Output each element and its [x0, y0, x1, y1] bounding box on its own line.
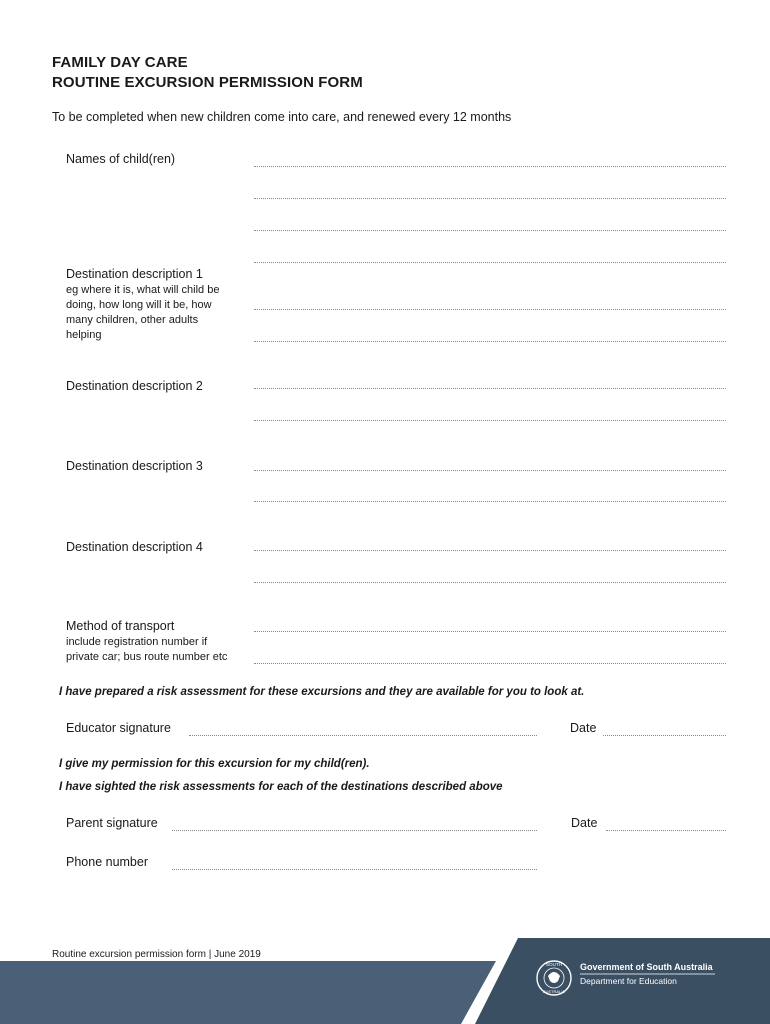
dest1-hint-line: eg where it is, what will child be: [66, 284, 220, 296]
dest2-line[interactable]: [254, 388, 726, 389]
risk-assessment-statement: I have prepared a risk assessment for these excursions and they are available for you to look at.: [59, 686, 585, 698]
permission-statement: I give my permission for this excursion for my child(ren).: [59, 758, 370, 770]
dest1-line[interactable]: [254, 309, 726, 310]
educator-signature-field[interactable]: [189, 735, 537, 736]
dest4-line[interactable]: [254, 550, 726, 551]
dest4-line[interactable]: [254, 582, 726, 583]
dest2-line[interactable]: [254, 420, 726, 421]
transport-label: Method of transport: [66, 619, 175, 633]
names-line[interactable]: [254, 262, 726, 263]
educator-date-label: Date: [570, 721, 597, 735]
sighted-statement: I have sighted the risk assessments for each of the destinations described above: [59, 781, 503, 793]
crest-text-bottom: AUSTRALIA: [542, 989, 566, 994]
parent-date-field[interactable]: [606, 830, 726, 831]
names-line[interactable]: [254, 166, 726, 167]
dest2-label: Destination description 2: [66, 379, 203, 393]
footer-band-left: [0, 961, 496, 1024]
transport-hint-line: private car; bus route number etc: [66, 651, 228, 663]
footer-text: Routine excursion permission form | June 2019: [52, 949, 261, 960]
transport-hint-line: include registration number if: [66, 636, 208, 648]
dest4-label: Destination description 4: [66, 540, 203, 554]
names-label: Names of child(ren): [66, 152, 176, 166]
phone-number-label: Phone number: [66, 855, 149, 869]
form-title-line2: ROUTINE EXCURSION PERMISSION FORM: [52, 74, 363, 91]
educator-signature-label: Educator signature: [66, 721, 171, 735]
dest1-line[interactable]: [254, 341, 726, 342]
dest3-line[interactable]: [254, 470, 726, 471]
dest1-hint-line: doing, how long will it be, how: [66, 299, 212, 311]
phone-number-field[interactable]: [172, 869, 537, 870]
crest-text-top: SOUTH: [546, 962, 562, 967]
transport-line[interactable]: [254, 663, 726, 664]
form-instructions: To be completed when new children come into care, and renewed every 12 months: [52, 110, 512, 124]
educator-date-field[interactable]: [603, 735, 726, 736]
form-title-line1: FAMILY DAY CARE: [52, 54, 188, 71]
dest1-label: Destination description 1: [66, 267, 203, 281]
names-line[interactable]: [254, 198, 726, 199]
transport-line[interactable]: [254, 631, 726, 632]
footer-band: [0, 938, 770, 1024]
names-line[interactable]: [254, 230, 726, 231]
parent-date-label: Date: [571, 816, 598, 830]
dest3-line[interactable]: [254, 501, 726, 502]
logo-department-text: Department for Education: [580, 976, 677, 986]
dest1-hint-line: many children, other adults: [66, 314, 199, 326]
logo-government-text: Government of South Australia: [580, 962, 713, 972]
dest1-hint-line: helping: [66, 329, 102, 341]
parent-signature-label: Parent signature: [66, 816, 158, 830]
dest3-label: Destination description 3: [66, 459, 203, 473]
parent-signature-field[interactable]: [172, 830, 537, 831]
